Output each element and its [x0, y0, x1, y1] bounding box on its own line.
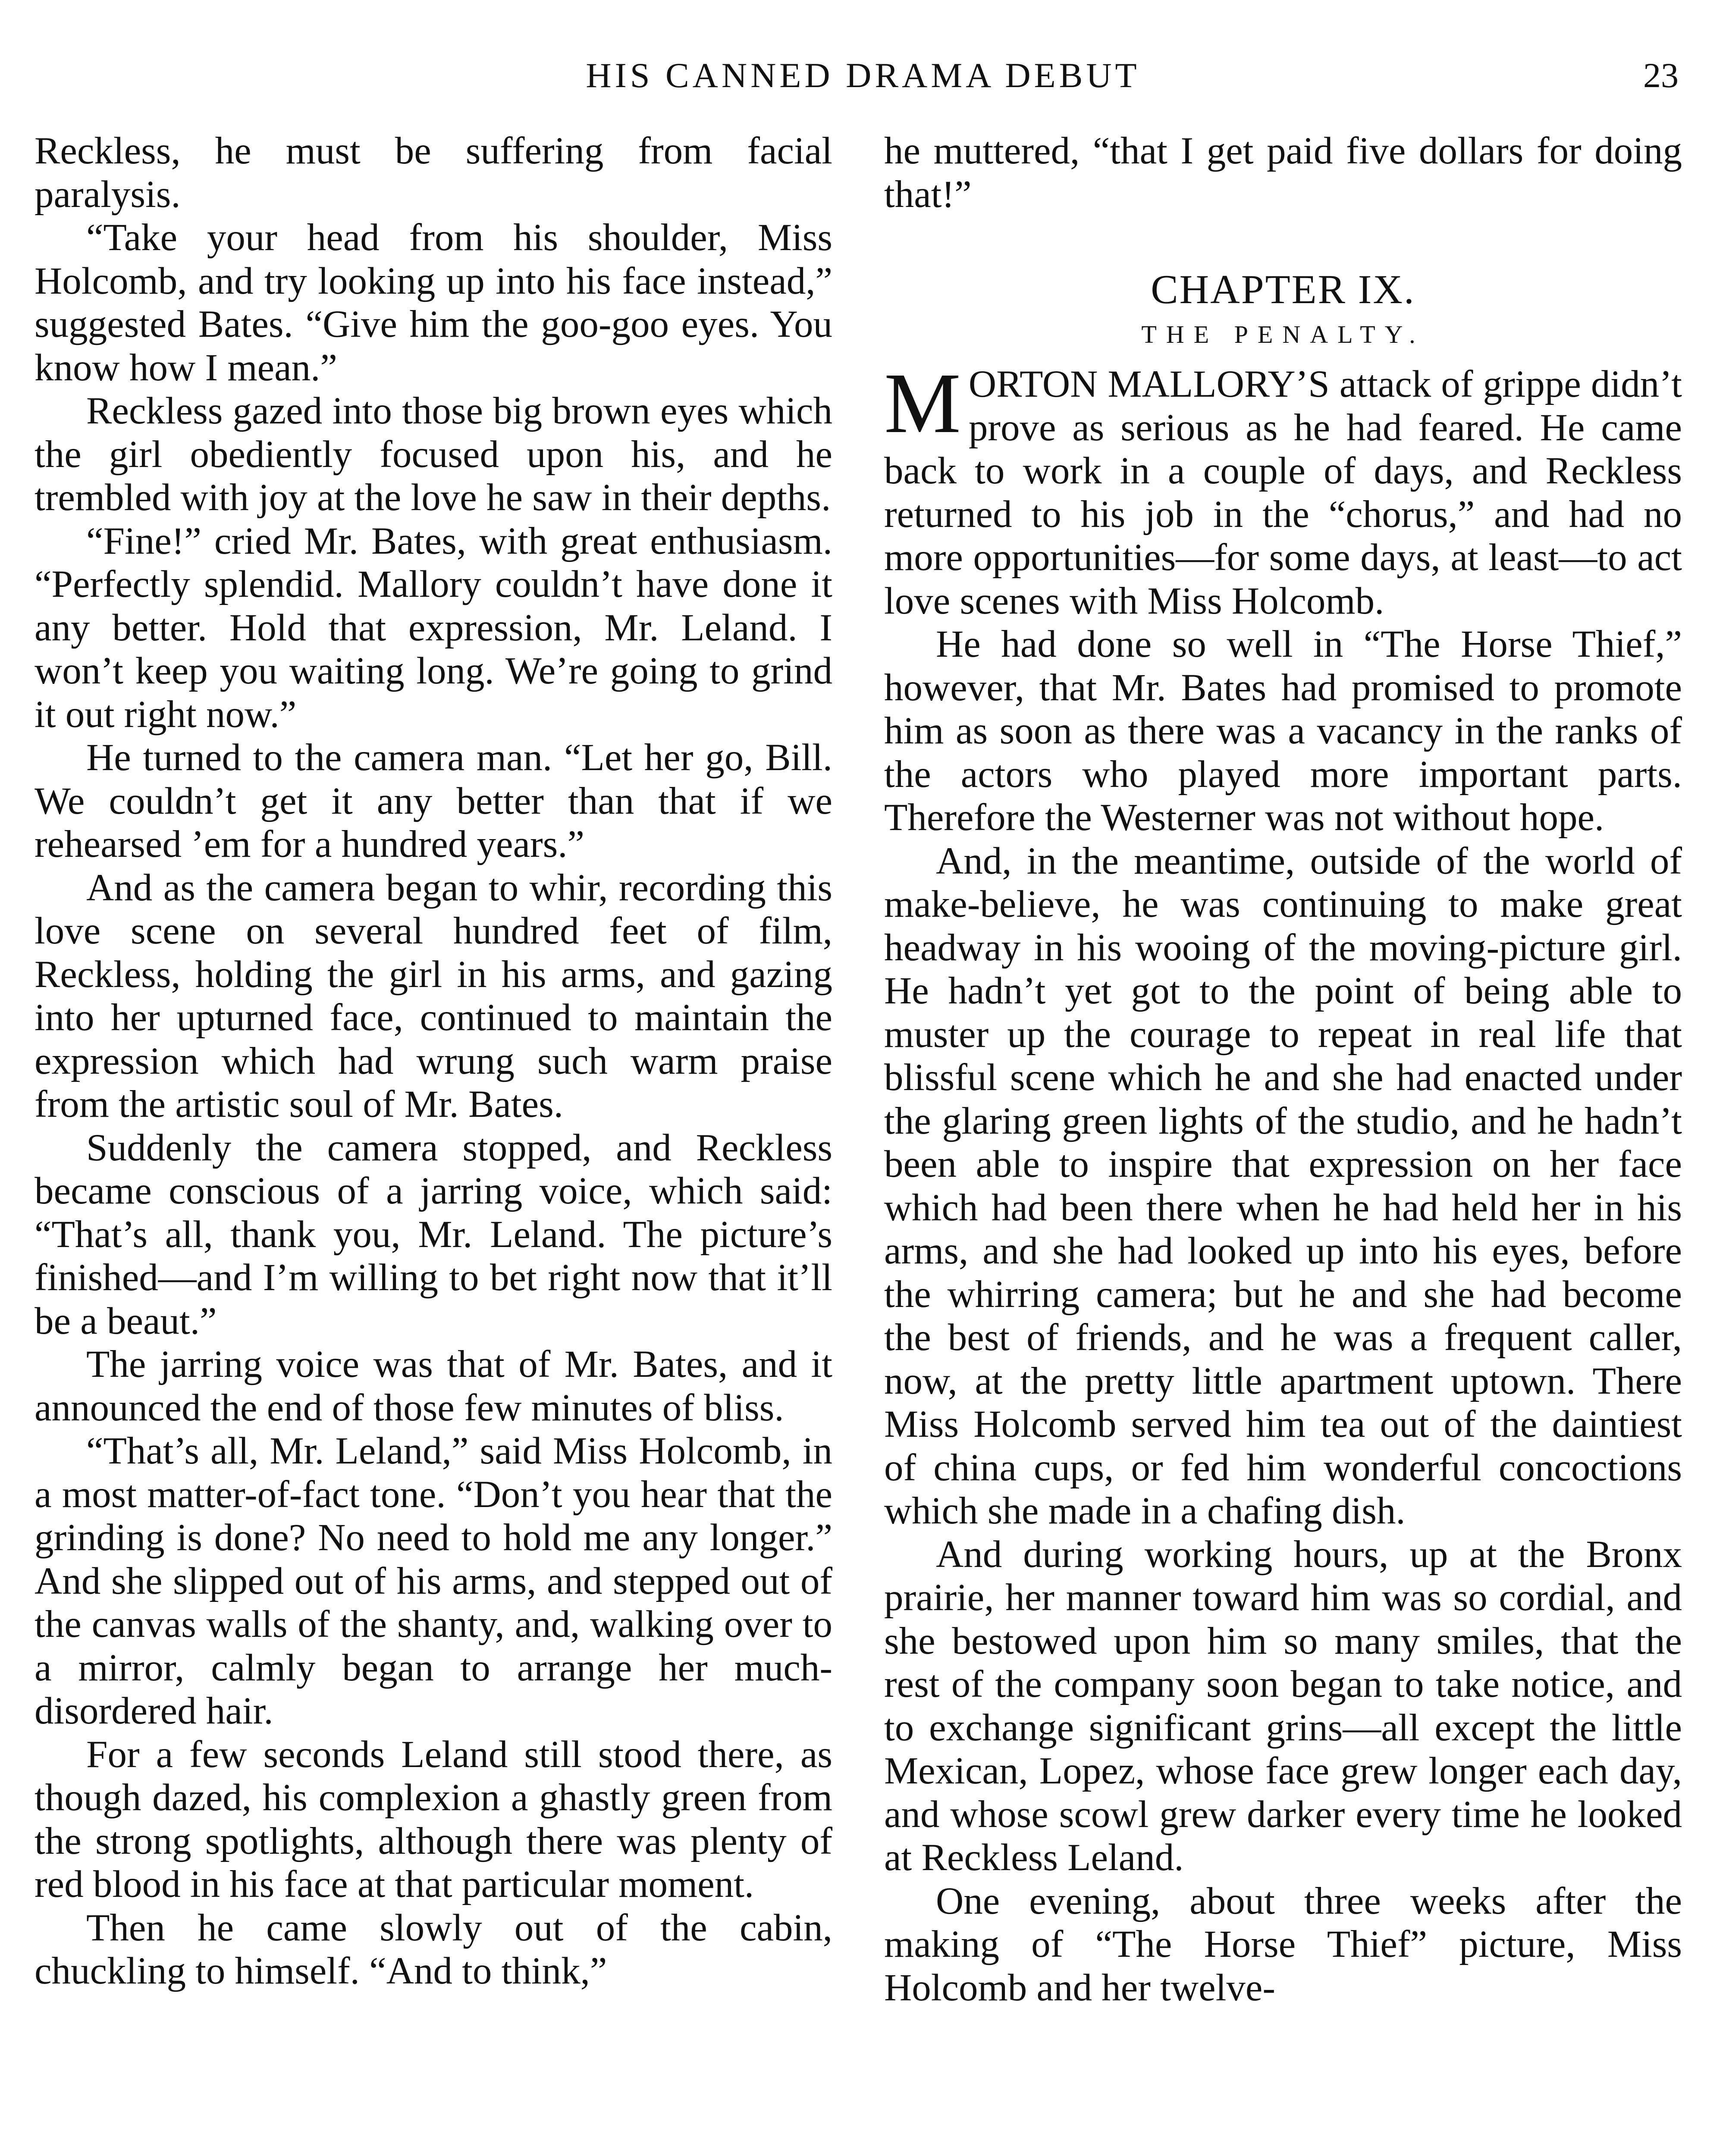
paragraph: Reckless, he must be suffering from facial paralysis. [35, 130, 832, 216]
paragraph: And, in the meantime, outside of the world of make-believe, he was continuing to make great headway in his wooing of the moving-picture girl. He hadn’t yet got to the point of being able to muster up the courage to repeat in real life that blissful scene which he and she had enacted under the glaring green lights of the studio, and he hadn’t been able to inspire that expression on her face which had been there when he had held her in his arms, and she had looked up into his eyes, before the whirring camera; but he and she had become the best of friends, and he was a frequent caller, now, at the pretty little apartment uptown. There Miss Holcomb served him tea out of the daintiest of china cups, or fed him wonderful concoctions which she made in a chafing dish. [884, 840, 1682, 1532]
paragraph: And as the camera began to whir, recording this love scene on several hundred feet of film, Reckless, holding the girl in his arms, and gazing into her upturned face, continued to maintain the expression which had wrung such warm praise from the artistic soul of Mr. Bates. [35, 866, 832, 1125]
drop-cap: M [884, 356, 961, 451]
running-head [0, 52, 1726, 103]
chapter-opening-paragraph [884, 356, 1682, 623]
paragraph: He turned to the camera man. “Let her go, Bill. We couldn’t get it any better than that if we rehearsed ’em for a hundred years.” [35, 736, 832, 865]
left-column [35, 129, 832, 2156]
chapter-subtitle: THE PENALTY. [1141, 320, 1425, 348]
paragraph: Reckless gazed into those big brown eyes which the girl obediently focused upon his, and he trembled with joy at the love he saw in their depths. [35, 390, 832, 519]
paragraph: “That’s all, Mr. Leland,” said Miss Holcomb, in a most matter-of-fact tone. “Don’t you hear that the grinding is done? No need to hold me any longer.” And she slipped out of his arms, and stepped out of the canvas walls of the shanty, and, walking over to a mirror, calmly began to arrange her much-disordered hair. [35, 1430, 832, 1732]
paragraph: Then he came slowly out of the cabin, chuckling to himself. “And to think,” [35, 1906, 832, 1992]
paragraph: He had done so well in “The Horse Thief,” however, that Mr. Bates had promised to promote him as soon as there was a vacancy in the ranks of the actors who played more important parts. Therefore the Westerner was not without hope. [884, 623, 1682, 839]
right-column [884, 129, 1682, 2156]
chapter-opening-text: ORTON MALLORY’S attack of grippe didn’t prove as serious as he had feared. He came back to work in a couple of days, and Reckless returned to his job in the “chorus,” and had no more opportunities—for some days, at least—to act love scenes with Miss Holcomb. [884, 363, 1682, 622]
chapter-heading: CHAPTER IX. [1151, 266, 1415, 312]
paragraph: The jarring voice was that of Mr. Bates, and it announced the end of those few minutes of bliss. [35, 1343, 832, 1429]
paragraph: “Fine!” cried Mr. Bates, with great enthusiasm. “Perfectly splendid. Mallory couldn’t have done it any better. Hold that expression, Mr. Leland. I won’t keep you waiting long. We’re going to grind it out right now.” [35, 520, 832, 736]
running-title: HIS CANNED DRAMA DEBUT [586, 56, 1140, 95]
paragraph: “Take your head from his shoulder, Miss Holcomb, and try looking up into his face instead,” suggested Bates. “Give him the goo-goo eyes. You know how I mean.” [35, 216, 832, 389]
paragraph: Suddenly the camera stopped, and Reckless became conscious of a jarring voice, which said: “That’s all, thank you, Mr. Leland. The picture’s finished—and I’m willing to bet right now that it’ll be a beaut.” [35, 1126, 832, 1342]
paragraph: And during working hours, up at the Bronx prairie, her manner toward him was so cordial, and she bestowed upon him so many smiles, that the rest of the company soon began to take notice, and to exchange significant grins—all except the little Mexican, Lopez, whose face grew longer each day, and whose scowl grew darker every time he looked at Reckless Leland. [884, 1533, 1682, 1879]
paragraph: he muttered, “that I get paid five dollars for doing that!” [884, 130, 1682, 216]
paragraph: For a few seconds Leland still stood there, as though dazed, his complexion a ghastly green from the strong spotlights, although there was plenty of red blood in his face at that particular moment. [35, 1733, 832, 1905]
page-number: 23 [1643, 56, 1679, 95]
paragraph: One evening, about three weeks after the making of “The Horse Thief” picture, Miss Holcomb and her twelve- [884, 1880, 1682, 2009]
